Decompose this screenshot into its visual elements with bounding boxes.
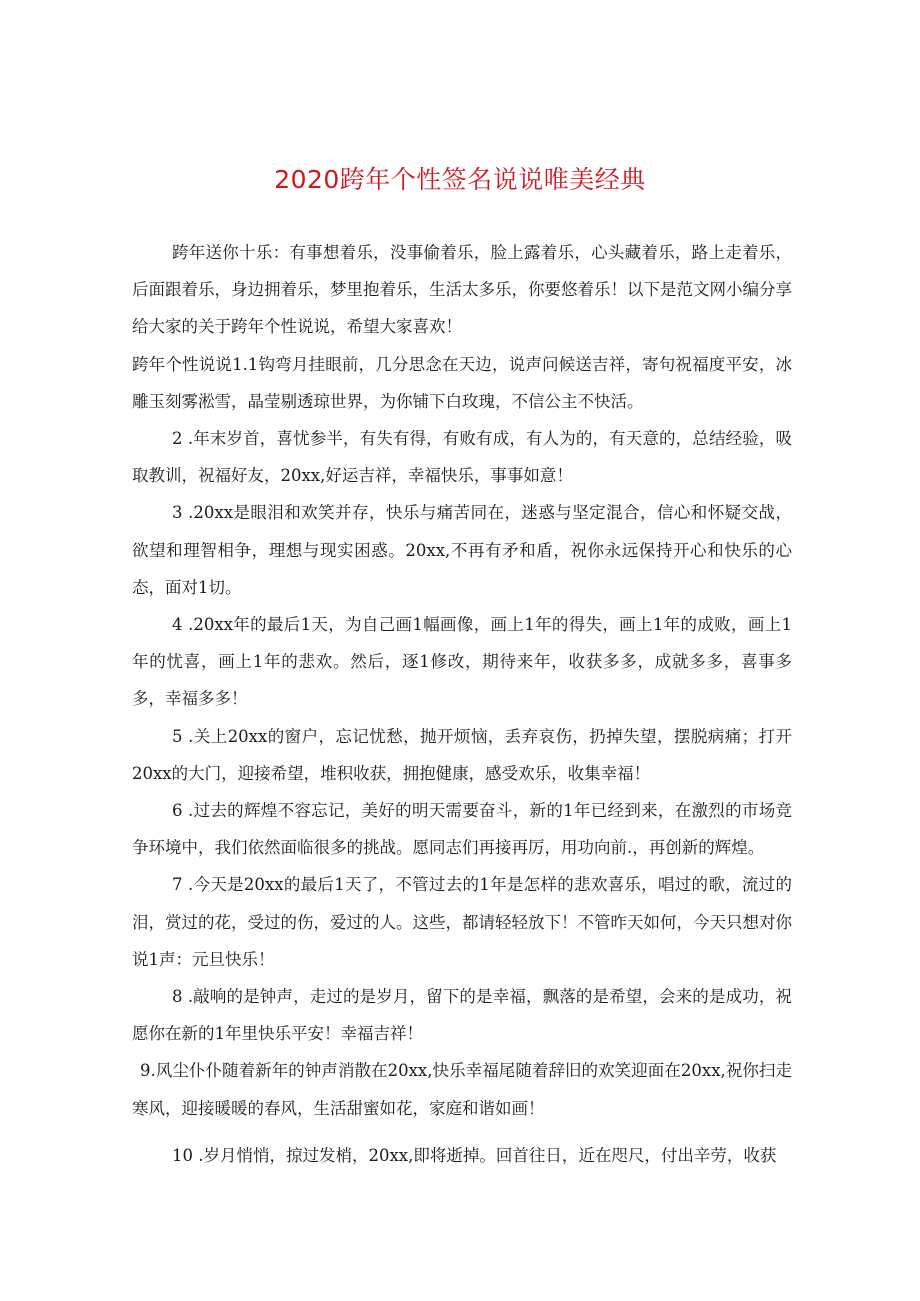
list-item: 7 .今天是20xx的最后1天了，不管过去的1年是怎样的悲欢喜乐，唱过的歌，流过的泪，赏过的花，受过的伤，爱过的人。这些，都请轻轻放下！不管昨天如何，今天只想对你说1声：元旦快乐！ (132, 875, 792, 969)
list-item: 2 .年末岁首，喜忧参半，有失有得，有败有成，有人为的，有天意的，总结经验，吸取教训，祝福好友，20xx,好运吉祥，幸福快乐，事事如意！ (132, 429, 792, 486)
list-item: 4 .20xx年的最后1天，为自己画1幅画像，画上1年的得失，画上1年的成败，画上1年的忧喜，画上1年的悲欢。然后，逐1修改，期待来年，收获多多，成就多多，喜事多多，幸福多多！ (132, 615, 792, 709)
document-title: 2020跨年个性签名说说唯美经典 (274, 165, 646, 194)
list-item: 3 .20xx是眼泪和欢笑并存，快乐与痛苦同在，迷惑与坚定混合，信心和怀疑交战，欲望和理智相争，理想与现实困惑。20xx,不再有矛和盾，祝你永远保持开心和快乐的心态，面对1切。 (132, 503, 792, 597)
list-item: 9.风尘仆仆随着新年的钟声消散在20xx,快乐幸福尾随着辞旧的欢笑迎面在20xx,祝你扫走寒风，迎接暖暖的春风，生活甜蜜如花，家庭和谐如画！ (132, 1061, 792, 1118)
list-item: 跨年个性说说1.1钩弯月挂眼前，几分思念在天边，说声问候送吉祥，寄句祝福度平安，冰雕玉刻雾淞雪，晶莹剔透琼世界，为你铺下白玫瑰，不信公主不快活。 (132, 354, 792, 411)
list-item: 10 .岁月悄悄，掠过发梢，20xx,即将逝掉。回首往日，近在咫尺，付出辛劳，收获 (172, 1145, 777, 1165)
document-body (132, 234, 792, 1174)
list-item: 5 .关上20xx的窗户，忘记忧愁，抛开烦恼，丢弃哀伤，扔掉失望，摆脱病痛；打开20xx的大门，迎接希望，堆积收获，拥抱健康，感受欢乐，收集幸福！ (132, 726, 792, 783)
intro-paragraph: 跨年送你十乐：有事想着乐，没事偷着乐，脸上露着乐，心头藏着乐，路上走着乐，后面跟着乐，身边拥着乐，梦里抱着乐，生活太多乐，你要悠着乐！以下是范文网小编分享给大家的关于跨年个性说说，希望大家喜欢！ (132, 243, 792, 337)
list-item: 8 .敲响的是钟声，走过的是岁月，留下的是幸福，飘落的是希望，会来的是成功，祝愿你在新的1年里快乐平安！幸福吉祥！ (132, 987, 792, 1044)
list-item: 6 .过去的辉煌不容忘记，美好的明天需要奋斗，新的1年已经到来，在激烈的市场竞争环境中，我们依然面临很多的挑战。愿同志们再接再厉，用功向前.，再创新的辉煌。 (132, 801, 792, 858)
